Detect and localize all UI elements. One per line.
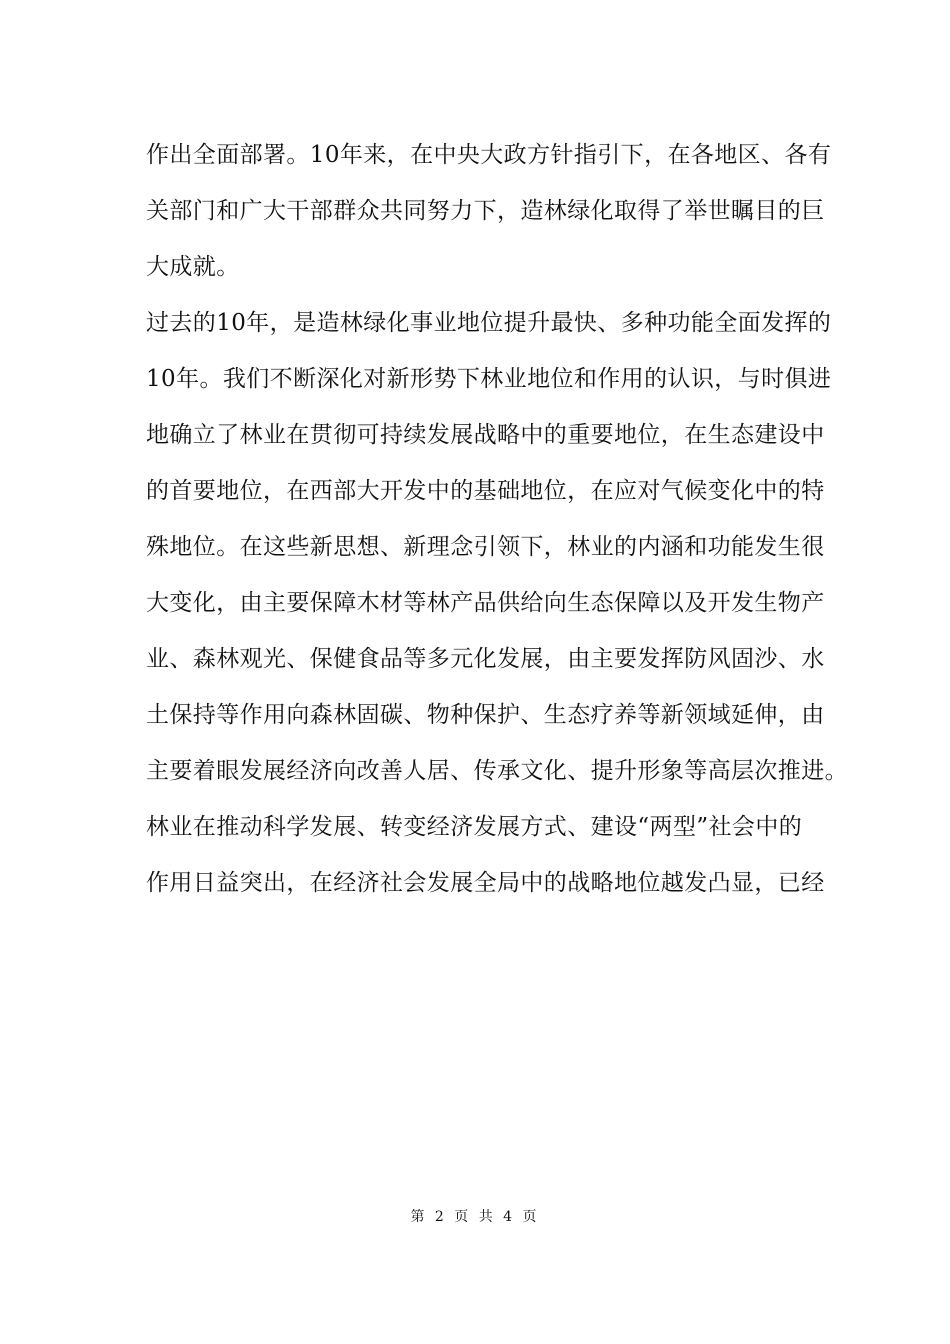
text-line: 地确立了林业在贯彻可持续发展战略中的重要地位，在生态建设中 xyxy=(146,422,825,448)
text-line: 的首要地位，在西部大开发中的基础地位，在应对气候变化中的特 xyxy=(146,478,825,504)
body-text xyxy=(146,135,848,919)
text-line: 过去的10年，是造林绿化事业地位提升最快、多种功能全面发挥的 xyxy=(146,310,832,336)
text-line: 大变化，由主要保障木材等林产品供给向生态保障以及开发生物产 xyxy=(146,590,825,616)
text-line: 大成就。 xyxy=(146,254,240,280)
text-line: 关部门和广大干部群众共同努力下，造林绿化取得了举世瞩目的巨 xyxy=(146,198,825,224)
text-line: 主要着眼发展经济向改善人居、传承文化、提升形象等高层次推进。 xyxy=(146,758,848,784)
text-line: 土保持等作用向森林固碳、物种保护、生态疗养等新领域延伸，由 xyxy=(146,702,825,728)
text-line: 作出全面部署。10年来，在中央大政方针指引下，在各地区、各有 xyxy=(146,142,832,168)
text-line: 殊地位。在这些新思想、新理念引领下，林业的内涵和功能发生很 xyxy=(146,534,825,560)
text-line: 作用日益突出，在经济社会发展全局中的战略地位越发凸显，已经 xyxy=(146,870,825,896)
page-number-footer: 第 2 页 共 4 页 xyxy=(410,1209,540,1225)
text-line: 10年。我们不断深化对新形势下林业地位和作用的认识，与时俱进 xyxy=(146,366,832,392)
text-line: 业、森林观光、保健食品等多元化发展，由主要发挥防风固沙、水 xyxy=(146,646,825,672)
text-line: 林业在推动科学发展、转变经济发展方式、建设“两型”社会中的 xyxy=(146,814,803,840)
